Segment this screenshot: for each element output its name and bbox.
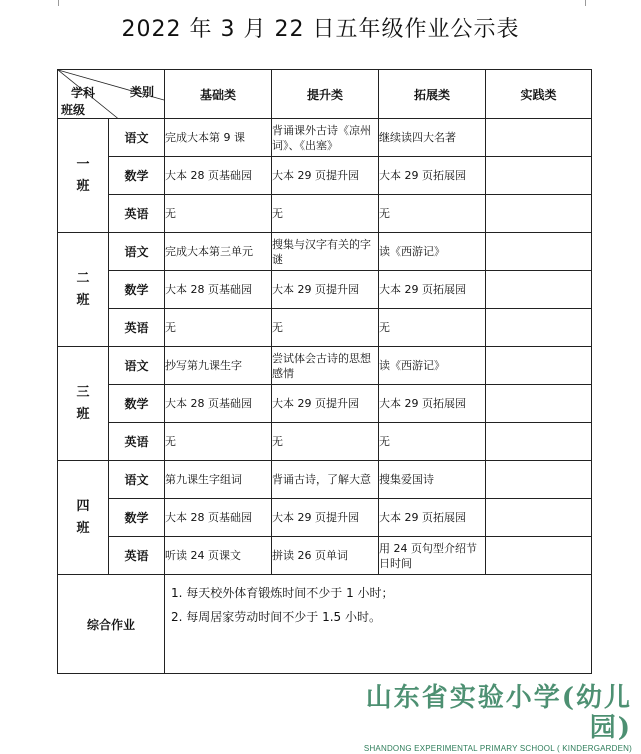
column-header-extended: 拓展类	[379, 70, 486, 119]
homework-text: 拼读 26 页单词	[272, 549, 348, 562]
homework-cell-basic	[165, 157, 272, 195]
subject-cell: 数学	[109, 385, 165, 423]
homework-text: 读《西游记》	[379, 245, 445, 258]
homework-text: 大本 29 页拓展园	[379, 397, 466, 410]
homework-cell-advanced	[272, 423, 379, 461]
homework-cell-practice	[486, 499, 592, 537]
summary-item: 1. 每天校外体育锻炼时间不少于 1 小时；	[171, 586, 394, 600]
homework-cell-extended	[379, 537, 486, 575]
homework-text: 抄写第九课生字	[165, 359, 242, 372]
homework-cell-basic	[165, 499, 272, 537]
homework-cell-practice	[486, 461, 592, 499]
homework-text: 大本 29 页拓展园	[379, 169, 466, 182]
homework-cell-extended	[379, 271, 486, 309]
homework-text: 无	[379, 207, 390, 220]
homework-text: 无	[379, 435, 390, 448]
homework-cell-advanced	[272, 347, 379, 385]
homework-text: 用 24 页句型介绍节日时间	[379, 541, 477, 570]
summary-content	[165, 575, 592, 674]
homework-cell-extended	[379, 157, 486, 195]
class-name: 四班	[76, 498, 90, 536]
school-logo	[342, 683, 632, 754]
homework-text: 背诵古诗，了解大意	[272, 473, 371, 486]
subject-cell: 语文	[109, 461, 165, 499]
summary-label: 综合作业	[58, 575, 165, 674]
class-name: 一班	[76, 156, 90, 194]
homework-cell-basic	[165, 423, 272, 461]
homework-cell-basic	[165, 195, 272, 233]
subject-cell: 语文	[109, 347, 165, 385]
homework-text: 无	[379, 321, 390, 334]
corner-label-class: 班级	[61, 103, 86, 117]
homework-cell-extended	[379, 309, 486, 347]
homework-text: 尝试体会古诗的思想感情	[272, 351, 371, 380]
page-margin-mark-right	[585, 0, 586, 6]
subject-cell: 英语	[109, 309, 165, 347]
homework-cell-basic	[165, 271, 272, 309]
homework-text: 完成大本第 9 课	[165, 131, 245, 144]
homework-cell-advanced	[272, 119, 379, 157]
homework-text: 完成大本第三单元	[165, 245, 253, 258]
homework-cell-advanced	[272, 233, 379, 271]
homework-text: 大本 29 页提升园	[272, 283, 359, 296]
subject-cell: 英语	[109, 195, 165, 233]
table-row	[58, 233, 592, 271]
page-margin-mark-left	[58, 0, 59, 6]
table-row	[58, 347, 592, 385]
subject-cell: 数学	[109, 499, 165, 537]
homework-text: 大本 28 页基础园	[165, 169, 252, 182]
homework-text: 大本 29 页拓展园	[379, 283, 466, 296]
homework-cell-extended	[379, 195, 486, 233]
homework-cell-practice	[486, 347, 592, 385]
homework-text: 大本 28 页基础园	[165, 511, 252, 524]
homework-cell-basic	[165, 537, 272, 575]
homework-text: 无	[272, 207, 283, 220]
homework-cell-practice	[486, 385, 592, 423]
homework-cell-practice	[486, 195, 592, 233]
table-row	[58, 423, 592, 461]
class-name-cell	[58, 347, 109, 461]
column-header-practice: 实践类	[486, 70, 592, 119]
table-row	[58, 157, 592, 195]
homework-text: 继续读四大名著	[379, 131, 456, 144]
homework-cell-extended	[379, 499, 486, 537]
homework-cell-practice	[486, 233, 592, 271]
homework-text: 无	[272, 321, 283, 334]
table-header-row	[58, 70, 592, 119]
homework-cell-extended	[379, 119, 486, 157]
homework-text: 搜集与汉字有关的字谜	[272, 237, 371, 266]
corner-label-subject: 学科	[71, 86, 96, 100]
class-name-cell	[58, 461, 109, 575]
summary-row	[58, 575, 592, 674]
homework-text: 大本 28 页基础园	[165, 397, 252, 410]
homework-cell-basic	[165, 461, 272, 499]
homework-text: 无	[272, 435, 283, 448]
homework-cell-extended	[379, 233, 486, 271]
homework-cell-advanced	[272, 461, 379, 499]
homework-cell-practice	[486, 119, 592, 157]
homework-cell-basic	[165, 119, 272, 157]
homework-cell-practice	[486, 309, 592, 347]
homework-cell-basic	[165, 347, 272, 385]
page-title: 2022 年 3 月 22 日五年级作业公示表	[121, 17, 520, 42]
homework-text: 无	[165, 207, 176, 220]
homework-cell-basic	[165, 385, 272, 423]
subject-cell: 英语	[109, 537, 165, 575]
homework-text: 读《西游记》	[379, 359, 445, 372]
homework-text: 大本 29 页拓展园	[379, 511, 466, 524]
corner-header-cell	[58, 70, 165, 119]
table-row	[58, 499, 592, 537]
corner-label-category: 类别	[129, 85, 154, 99]
homework-text: 大本 29 页提升园	[272, 169, 359, 182]
column-header-basic: 基础类	[165, 70, 272, 119]
homework-cell-basic	[165, 309, 272, 347]
homework-cell-practice	[486, 157, 592, 195]
homework-cell-advanced	[272, 271, 379, 309]
homework-text: 大本 28 页基础园	[165, 283, 252, 296]
table-row	[58, 385, 592, 423]
table-row	[58, 271, 592, 309]
homework-cell-basic	[165, 233, 272, 271]
class-name-cell	[58, 233, 109, 347]
homework-text: 第九课生字组词	[165, 473, 242, 486]
subject-cell: 数学	[109, 271, 165, 309]
homework-text: 搜集爱国诗	[379, 473, 434, 486]
homework-cell-practice	[486, 537, 592, 575]
homework-text: 大本 29 页提升园	[272, 511, 359, 524]
column-header-advanced: 提升类	[272, 70, 379, 119]
homework-cell-extended	[379, 461, 486, 499]
homework-text: 大本 29 页提升园	[272, 397, 359, 410]
homework-cell-advanced	[272, 195, 379, 233]
class-name: 三班	[76, 384, 90, 422]
subject-cell: 数学	[109, 157, 165, 195]
homework-text: 无	[165, 321, 176, 334]
table-row	[58, 119, 592, 157]
homework-cell-practice	[486, 423, 592, 461]
school-logo-english: SHANDONG EXPERIMENTAL PRIMARY SCHOOL ( KINDERGARDEN)	[363, 744, 632, 753]
homework-table	[57, 69, 592, 674]
school-logo-chinese: 山东省实验小学(幼儿园)	[365, 683, 632, 743]
homework-cell-extended	[379, 385, 486, 423]
subject-cell: 英语	[109, 423, 165, 461]
homework-cell-advanced	[272, 157, 379, 195]
homework-cell-practice	[486, 271, 592, 309]
table-row	[58, 537, 592, 575]
table-row	[58, 461, 592, 499]
homework-cell-advanced	[272, 537, 379, 575]
homework-cell-advanced	[272, 385, 379, 423]
table-row	[58, 195, 592, 233]
class-name: 二班	[76, 270, 90, 308]
homework-cell-extended	[379, 423, 486, 461]
table-row	[58, 309, 592, 347]
homework-text: 听读 24 页课文	[165, 549, 241, 562]
subject-cell: 语文	[109, 233, 165, 271]
class-name-cell	[58, 119, 109, 233]
summary-item: 2. 每周居家劳动时间不少于 1.5 小时。	[171, 610, 381, 624]
homework-cell-advanced	[272, 499, 379, 537]
homework-text: 背诵课外古诗《凉州词》、《出塞》	[272, 123, 371, 152]
subject-cell: 语文	[109, 119, 165, 157]
homework-cell-advanced	[272, 309, 379, 347]
homework-text: 无	[165, 435, 176, 448]
homework-cell-extended	[379, 347, 486, 385]
